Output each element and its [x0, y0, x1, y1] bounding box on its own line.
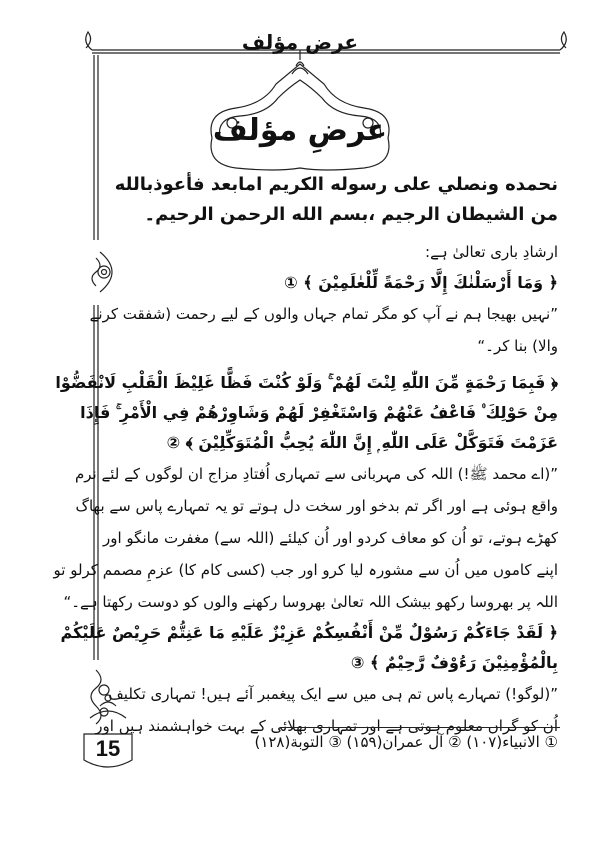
quran-verse-line: مِنْ حَوْلِكَ ۠ فَاعْفُ عَنْهُمْ وَاسْتَغْفِرْ لَهُمْ وَشَاوِرْهُمْ فِي الْأَمْرِ ۚ فَإِذَا	[80, 403, 558, 422]
text-line: من الشيطان الرجيم ،بسم الله الرحمن الرحيم۔	[144, 204, 558, 225]
quran-verse-line: ﴿ وَمَا أَرْسَلْنٰكَ إِلَّا رَحْمَةً لِّلْعٰلَمِيْنَ ﴾ ①	[284, 273, 558, 292]
quran-verse-line: بِالْمُؤْمِنِيْنَ رَءُوْفٌ رَّحِيْمٌ ﴾ ③	[350, 653, 558, 672]
quran-verse-line: عَزَمْتَ فَتَوَكَّلْ عَلَى اللّٰهِ ۭ إِنَّ اللّٰهَ يُحِبُّ الْمُتَوَكِّلِيْنَ ﴾ ②	[166, 433, 558, 452]
text-line: ارشادِ باری تعالیٰ ہے:	[425, 243, 558, 261]
text-line: واقع ہوئی ہے اور اگر تم بدخو اور سخت دل ہوتے تو یہ تمہارے پاس سے بھاگ	[75, 497, 558, 515]
page-title: عرضِ مؤلف	[212, 113, 388, 148]
text-line: ”(لوگو!) تمہارے پاس تم ہی میں سے ایک پیغمبر آئے ہیں! تمہاری تکلیف	[108, 685, 558, 703]
text-line: اپنے کاموں میں اُن سے مشورہ لیا کرو اور جب (کسی کام کا) عزمِ مصمم کرلو تو	[53, 561, 558, 579]
main-text	[53, 170, 558, 742]
page-number: 15	[95, 736, 121, 761]
text-line: ”نہیں بھیجا ہم نے آپ کو مگر تمام جہاں والوں کے لیے رحمت (شفقت کرنے	[89, 305, 558, 323]
text-line: کھڑے ہوتے، تو اُن کو معاف کردو اور اُن کیلئے (اللہ سے) مغفرت مانگو اور	[102, 529, 558, 547]
text-line: اللہ پر بھروسا رکھو بیشک اللہ تعالیٰ بھروسا رکھنے والوں کو دوست رکھتا ہے۔“	[63, 593, 558, 611]
text-line: والا) بنا کر۔“	[477, 337, 558, 355]
footnote: ① الانبیاء(۱۰۷) ② آل عمران(۱۵۹) ③ التوبة(۱۲۸)	[254, 733, 558, 751]
running-head: عرض مؤلف	[241, 30, 359, 54]
text-line: ”(اے محمد ﷺ!) اللہ کی مہربانی سے تمہاری اُفتادِ مزاج ان لوگوں کے لئے نرم	[74, 465, 558, 483]
footnote-divider	[280, 727, 560, 728]
text-line: نحمده ونصلي على رسوله الكريم امابعد فأعوذبالله	[114, 174, 558, 195]
quran-verse-line: ﴿ فَبِمَا رَحْمَةٍ مِّنَ اللّٰهِ لِنْتَ لَهُمْ ۚ وَلَوْ كُنْتَ فَظًّا غَلِيْظَ الْقَلْبِ لَانْفَضُّوْا	[55, 373, 558, 392]
text-line: اُن کو گراں معلوم ہوتی ہے اور تمہاری بھلائی کے بہت خواہشمند ہیں اور	[95, 717, 558, 735]
quran-verse-line: ﴿ لَقَدْ جَاءَكُمْ رَسُوْلٌ مِّنْ أَنْفُسِكُمْ عَزِيْزٌ عَلَيْهِ مَا عَنِتُّمْ حَرِيْصٌ عَلَيْكُمْ	[60, 623, 558, 642]
